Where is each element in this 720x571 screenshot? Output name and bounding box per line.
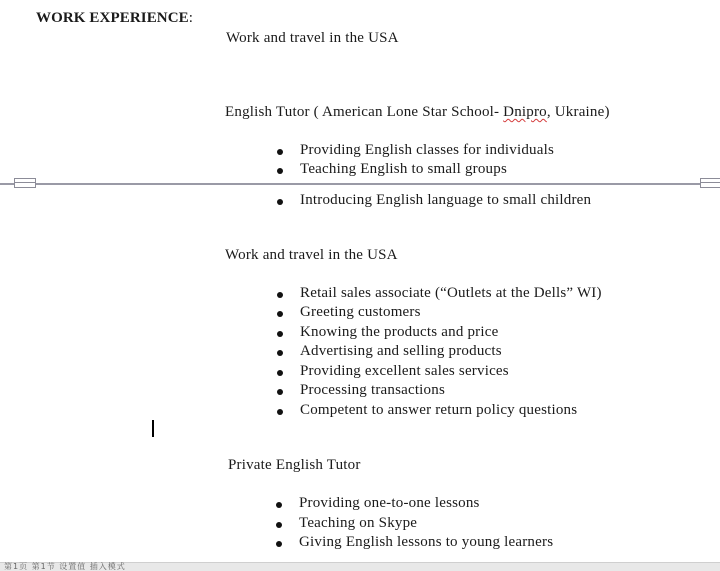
- list-item-text: Introducing English language to small children: [300, 192, 592, 208]
- list-item-text: Teaching on Skype: [299, 515, 418, 531]
- bullet-icon: [277, 199, 283, 205]
- bullet-icon: [277, 389, 283, 395]
- bullet-icon: [277, 292, 283, 298]
- job-title-suffix: , Ukraine): [546, 104, 610, 120]
- list-item[interactable]: [300, 304, 421, 321]
- right-margin-handle[interactable]: [700, 178, 720, 188]
- list-item[interactable]: [299, 534, 553, 551]
- bullet-icon: [276, 522, 282, 528]
- bullet-icon: [277, 149, 283, 155]
- list-item[interactable]: [300, 363, 509, 380]
- bullet-icon: [276, 541, 282, 547]
- job-title-private-tutor[interactable]: Private English Tutor: [228, 457, 361, 473]
- list-item-text: Advertising and selling products: [300, 343, 502, 359]
- list-item-text: Knowing the products and price: [300, 324, 499, 340]
- section-heading: [36, 10, 193, 27]
- job-title-english-tutor[interactable]: [225, 104, 610, 121]
- list-item-text: Providing excellent sales services: [300, 363, 509, 379]
- job-title-work-travel-2[interactable]: Work and travel in the USA: [225, 247, 398, 263]
- list-item-text: Providing one-to-one lessons: [299, 495, 480, 511]
- status-bar-text: 第1页 第1节 设置值 插入模式: [4, 562, 126, 571]
- heading-colon: :: [188, 10, 194, 26]
- status-bar: [0, 562, 720, 571]
- heading-text: WORK EXPERIENCE: [36, 10, 189, 26]
- list-item[interactable]: [300, 192, 591, 209]
- list-item-text: Processing transactions: [300, 382, 445, 398]
- list-item-text: Retail sales associate (“Outlets at the Dells” WI): [300, 285, 602, 301]
- list-item[interactable]: [300, 324, 498, 341]
- bullet-icon: [277, 409, 283, 415]
- list-item[interactable]: [300, 161, 507, 178]
- bullet-icon: [277, 331, 283, 337]
- list-item[interactable]: [300, 285, 602, 302]
- list-item[interactable]: [299, 515, 417, 532]
- list-item[interactable]: [300, 343, 502, 360]
- bullet-icon: [277, 168, 283, 174]
- list-item-text: Giving English lessons to young learners: [299, 534, 554, 550]
- spellcheck-flagged-word[interactable]: Dnipro: [503, 104, 547, 120]
- list-item-text: Teaching English to small groups: [300, 161, 507, 177]
- bullet-icon: [276, 502, 282, 508]
- list-item-text: Greeting customers: [300, 304, 421, 320]
- job-title-work-travel[interactable]: Work and travel in the USA: [226, 30, 399, 46]
- bullet-icon: [277, 350, 283, 356]
- list-item[interactable]: [300, 382, 445, 399]
- list-item-text: Providing English classes for individuals: [300, 142, 555, 158]
- job-title-prefix: English Tutor ( American Lone Star School-: [225, 104, 504, 120]
- text-cursor: [152, 420, 154, 437]
- left-margin-handle[interactable]: [14, 178, 36, 188]
- list-item[interactable]: [300, 402, 577, 419]
- list-item[interactable]: [299, 495, 480, 512]
- page-break-divider: [0, 183, 720, 185]
- list-item[interactable]: [300, 142, 554, 159]
- bullet-icon: [277, 370, 283, 376]
- bullet-icon: [277, 311, 283, 317]
- list-item-text: Competent to answer return policy questions: [300, 402, 578, 418]
